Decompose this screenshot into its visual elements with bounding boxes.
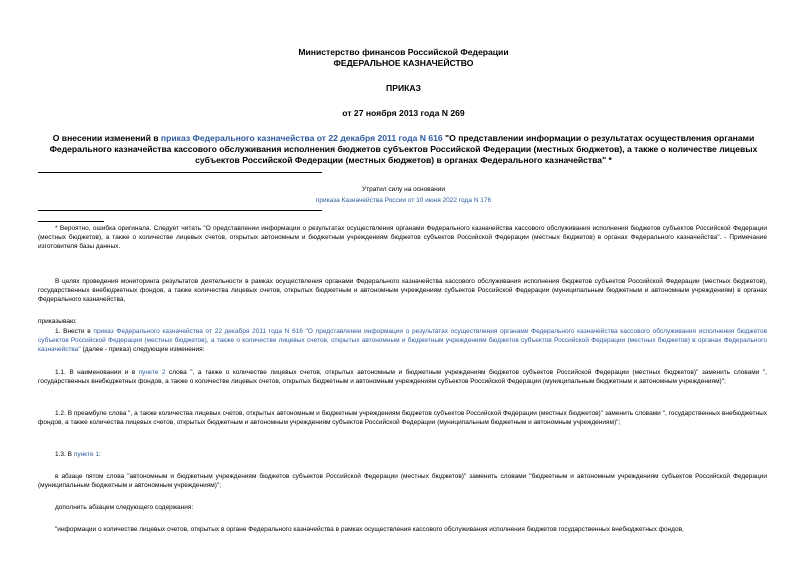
separator-line-2 — [38, 210, 322, 211]
item-1-3-b-paragraph: дополнить абзацем следующего содержания: — [55, 504, 194, 511]
preamble-paragraph: В целях проведения мониторинга результатов деятельности в рамках осуществления органами Федерального казначейства кассового обслуживания исполнения бюджетов субъектов Российской Федерации (местных бюджетов), государственных внебюджетных фондов, а также количества лицевых счетов, открытых бюджетным и автономным учреждениям субъектов Российской Федерации (муниципальным бюджетным и автономным учреждениям) в органах Федерального казначейства, — [38, 278, 767, 303]
item-1-1-link[interactable]: пункте 2 — [138, 369, 166, 376]
item-1-1-suffix: слова ", а также о количестве лицевых счетов, открытых автономным и бюджетным учреждениям бюджетов субъектов Российской Федерации (местных бюджетов)" заменить словами ", государственных внебюджетных фондов, а также о количестве лицевых счетов, открытых бюджетным и автономным учреждениям субъектов Российской Федерации (муниципальным бюджетным и автономным учреждениям)"; — [38, 369, 767, 385]
order-word: приказываю: — [38, 318, 77, 325]
item-1-paragraph — [38, 327, 767, 354]
separator-line — [38, 172, 322, 173]
item-1-3-paragraph — [38, 450, 767, 459]
status-repeal-link[interactable]: приказа Казначейства России от 10 июня 2022 года N 176 — [315, 197, 492, 204]
item-1-prefix: 1. Внести в — [55, 328, 94, 335]
footnote-text: * Вероятно, ошибка оригинала. Следует читать "О представлении информации о результатах осуществления органами Федерального казначейства кассового обслуживания исполнения бюджетов субъектов Российской Федерации (местных бюджетов), а также о количестве лицевых счетов, открытых автономным и бюджетным учреждениям бюджетов субъектов Российской Федерации (местных бюджетов) в органах Федерального казначейства". - Примечание изготовителя базы данных. — [38, 225, 767, 250]
document-type: ПРИКАЗ — [386, 83, 421, 93]
item-1-3-a-paragraph: в абзаце пятом слова "автономным и бюджетным учреждениям бюджетов субъектов Российской Федерации (местных бюджетов)" заменить словами "бюджетным и автономным учреждениям субъектов Российской Федерации (муниципальным бюджетным и автономным учреждениям)"; — [38, 473, 767, 489]
item-1-3-prefix: 1.3. В — [55, 451, 74, 458]
item-1-suffix: (далее - приказ) следующие изменения: — [80, 346, 205, 353]
item-1-3-c-paragraph: "информации о количестве лицевых счетов, открытых в органе Федерального казначейства в рамках осуществления кассового обслуживания исполнения бюджетов государственных внебюджетных фондов, — [55, 526, 684, 533]
title-rest: "О представлении информации о результатах осуществления органами Федерального казначейства кассового обслуживания исполнения бюджетов субъектов Российской Федерации (местных бюджетов), а также о количестве лицевых субъектов Российской Федерации (местных бюджетов) в органах Федерального казначейства" * — [49, 133, 758, 165]
item-1-3-suffix: : — [99, 451, 101, 458]
document-date-number: от 27 ноября 2013 года N 269 — [342, 108, 465, 118]
title-prefix: О внесении изменений в — [52, 133, 161, 143]
document-title — [38, 133, 769, 166]
ministry-name: Министерство финансов Российской Федерации — [298, 47, 509, 57]
agency-name: ФЕДЕРАЛЬНОЕ КАЗНАЧЕЙСТВО — [333, 58, 474, 68]
item-1-2-paragraph: 1.2. В преамбуле слова ", а также количества лицевых счетов, открытых автономным и бюджетным учреждениям бюджетов субъектов Российской Федерации (местных бюджетов)" заменить словами ", государственных внебюджетных фондов, а также количества лицевых счетов, открытых бюджетным и автономным учреждениям субъектов Российской Федерации (муниципальным бюджетным и автономным учреждениям)"; — [38, 410, 767, 426]
item-1-1-paragraph — [38, 368, 767, 386]
title-order-link[interactable]: приказ Федерального казначейства от 22 декабря 2011 года N 616 — [160, 133, 443, 143]
footnote-rule — [38, 221, 104, 222]
item-1-3-link[interactable]: пункте 1 — [73, 451, 100, 458]
status-note: Утратил силу на основании — [361, 186, 446, 193]
item-1-1-prefix: 1.1. В наименовании и в — [55, 369, 139, 376]
item-1-order-link[interactable]: приказ Федерального казначейства от 22 декабря 2011 года N 616 "О представлении информации о результатах осуществления органами Федерального казначейства кассового обслуживания исполнения бюджетов субъектов Российской Федерации (местных бюджетов), а также о количестве лицевых счетов, открытых автономным и бюджетным учреждениям бюджетов субъектов Российской Федерации (местных бюджетов) в органах Федерального казначейства" — [38, 328, 767, 353]
